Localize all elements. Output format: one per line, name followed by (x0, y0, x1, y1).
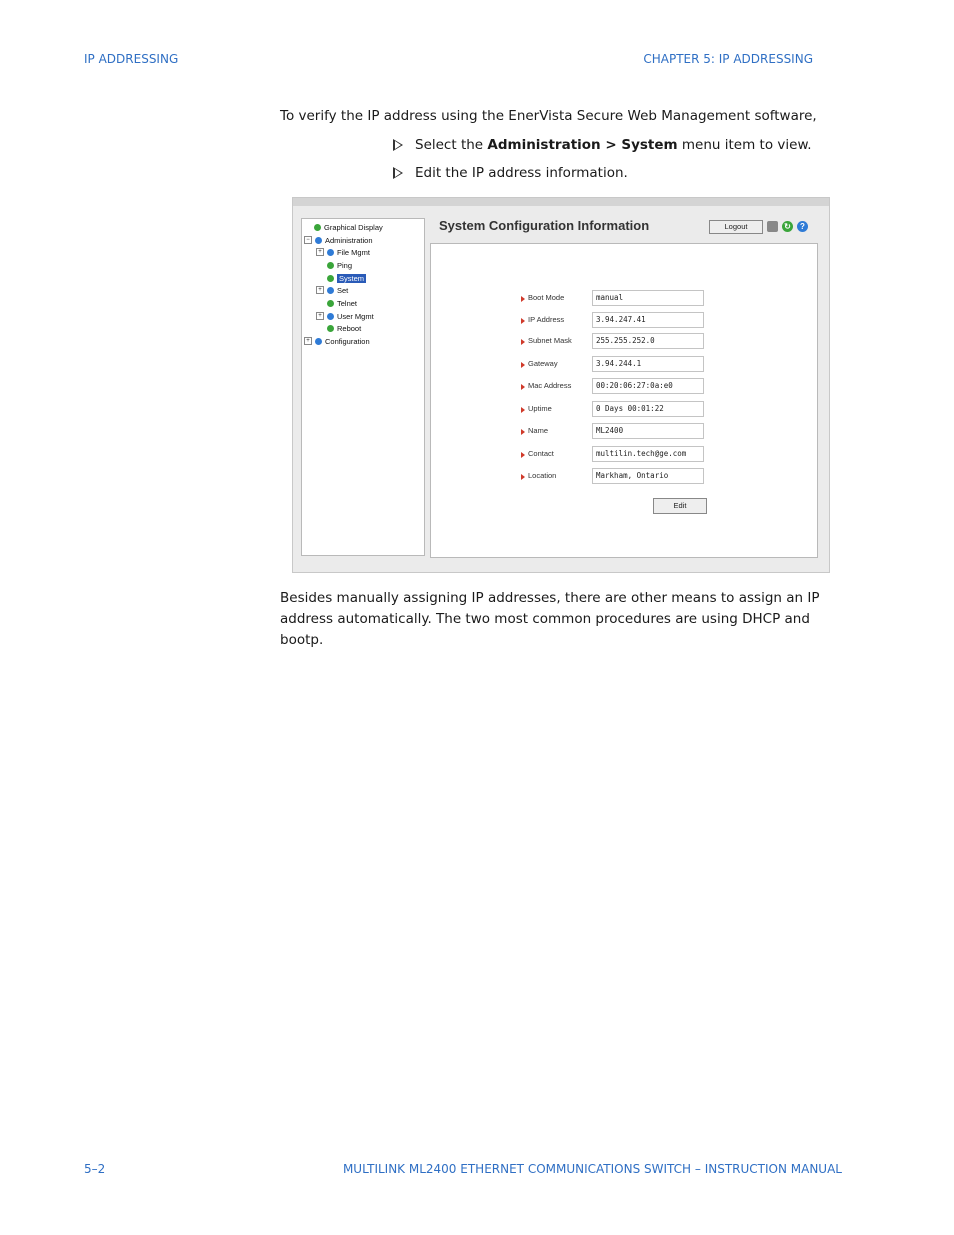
field-row-ip-address: IP Address 3.94.247.41 (521, 312, 711, 330)
step-1-text-post: menu item to view. (677, 137, 812, 153)
subnet-mask-field[interactable]: 255.255.252.0 (592, 333, 704, 349)
field-row-subnet-mask: Subnet Mask 255.255.252.0 (521, 333, 711, 351)
expand-icon[interactable]: + (316, 248, 324, 256)
collapse-icon[interactable]: − (304, 236, 312, 244)
green-node-icon (327, 300, 334, 307)
body-paragraph: Besides manually assigning IP addresses, there are other means to assign an IP address automatically. The two most common procedures are using DHCP and bootp. (280, 590, 820, 648)
field-row-gateway: Gateway 3.94.244.1 (521, 356, 711, 374)
help-icon[interactable]: ? (797, 221, 808, 232)
web-management-screenshot (292, 197, 830, 573)
field-arrow-icon (521, 296, 525, 302)
field-arrow-icon (521, 474, 525, 480)
blue-node-icon (327, 287, 334, 294)
tree-item-system[interactable]: System (327, 273, 366, 283)
contact-field[interactable]: multilin.tech@ge.com (592, 446, 704, 462)
config-form (430, 243, 818, 558)
field-arrow-icon (521, 452, 525, 458)
blue-node-icon (315, 338, 322, 345)
green-node-icon (327, 262, 334, 269)
tree-item-administration[interactable]: − Administration (304, 235, 373, 245)
screenshot-top-bar (293, 198, 829, 206)
mac-address-field[interactable]: 00:20:06:27:0a:e0 (592, 378, 704, 394)
step-2-text: Edit the IP address information. (415, 165, 628, 181)
field-row-name: Name ML2400 (521, 423, 711, 441)
edit-button[interactable]: Edit (653, 498, 707, 514)
ip-address-field[interactable]: 3.94.247.41 (592, 312, 704, 328)
blue-node-icon (327, 313, 334, 320)
field-row-boot-mode: Boot Mode manual (521, 290, 711, 308)
tree-item-telnet[interactable]: Telnet (327, 298, 357, 308)
navigation-tree (301, 218, 425, 556)
field-arrow-icon (521, 384, 525, 390)
boot-mode-field[interactable]: manual (592, 290, 704, 306)
tree-item-configuration[interactable]: + Configuration (304, 336, 370, 346)
field-arrow-icon (521, 362, 525, 368)
step-1-text-pre: Select the (415, 137, 488, 153)
uptime-field[interactable]: 0 Days 00:01:22 (592, 401, 704, 417)
name-field[interactable]: ML2400 (592, 423, 704, 439)
expand-icon[interactable]: + (316, 286, 324, 294)
field-arrow-icon (521, 429, 525, 435)
field-arrow-icon (521, 318, 525, 324)
step-1 (393, 137, 812, 153)
step-arrow-icon (393, 167, 403, 179)
intro-paragraph: To verify the IP address using the EnerVista Secure Web Management software, (280, 108, 817, 124)
logout-button[interactable]: Logout (709, 220, 763, 234)
header-chapter-title: CHAPTER 5: IP ADDRESSING (643, 52, 813, 66)
field-row-mac-address: Mac Address 00:20:06:27:0a:e0 (521, 378, 711, 396)
expand-icon[interactable]: + (304, 337, 312, 345)
save-icon[interactable] (767, 221, 778, 232)
tree-item-set[interactable]: + Set (316, 285, 348, 295)
green-node-icon (327, 325, 334, 332)
refresh-icon[interactable]: ↻ (782, 221, 793, 232)
tree-item-user-mgmt[interactable]: + User Mgmt (316, 311, 374, 321)
manual-title: MULTILINK ML2400 ETHERNET COMMUNICATIONS SWITCH – INSTRUCTION MANUAL (342, 1162, 842, 1176)
field-row-contact: Contact multilin.tech@ge.com (521, 446, 711, 464)
field-arrow-icon (521, 407, 525, 413)
header-section-title: IP ADDRESSING (84, 52, 179, 66)
tree-item-ping[interactable]: Ping (327, 260, 352, 270)
gateway-field[interactable]: 3.94.244.1 (592, 356, 704, 372)
tree-item-file-mgmt[interactable]: + File Mgmt (316, 247, 370, 257)
blue-node-icon (315, 237, 322, 244)
green-node-icon (314, 224, 321, 231)
step-arrow-icon (393, 139, 403, 151)
field-row-uptime: Uptime 0 Days 00:01:22 (521, 401, 711, 419)
location-field[interactable]: Markham, Ontario (592, 468, 704, 484)
blue-node-icon (327, 249, 334, 256)
step-2 (393, 165, 628, 181)
page-title: System Configuration Information (439, 218, 650, 233)
field-arrow-icon (521, 339, 525, 345)
tree-item-reboot[interactable]: Reboot (327, 323, 361, 333)
tree-item-graphical-display[interactable]: Graphical Display (314, 222, 383, 232)
step-1-menu-path: Administration > System (487, 137, 678, 153)
green-node-icon (327, 275, 334, 282)
page-number: 5–2 (84, 1162, 106, 1176)
field-row-location: Location Markham, Ontario (521, 468, 711, 486)
expand-icon[interactable]: + (316, 312, 324, 320)
